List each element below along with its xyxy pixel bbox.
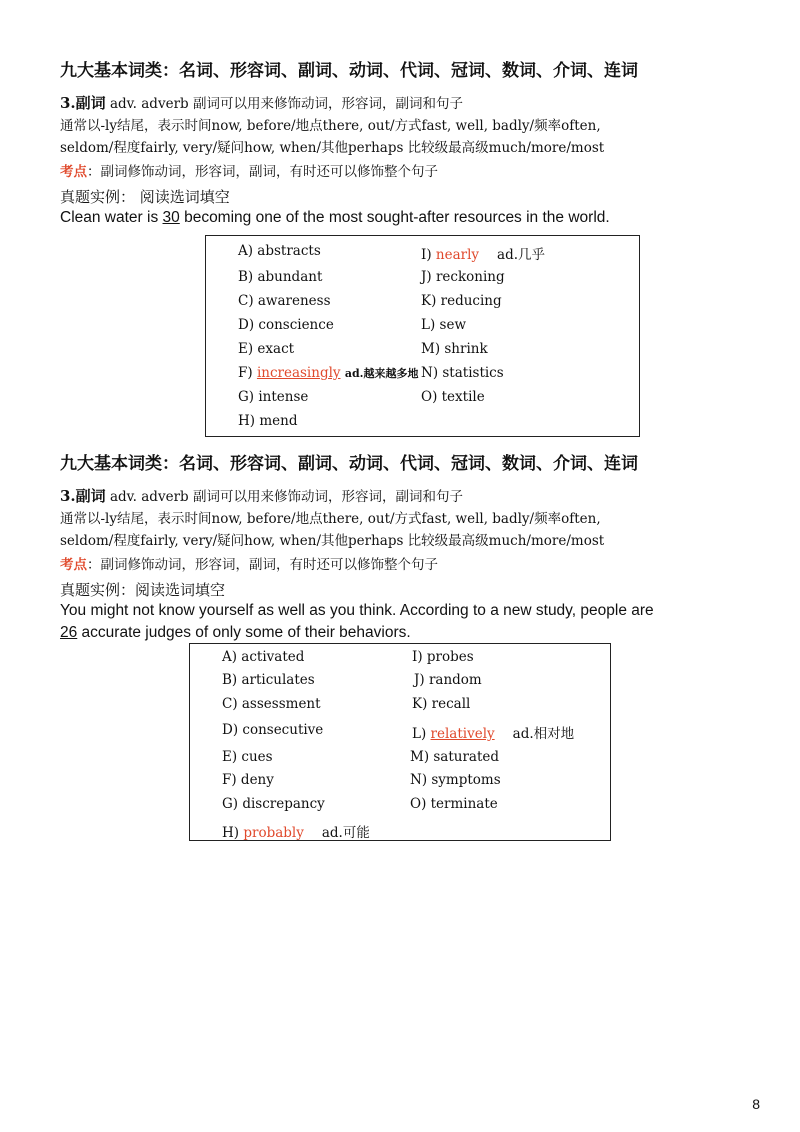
section1-line1: 通常以-ly结尾，表示时间now, before/地点there, out/方式fast, well, badly/频率often,	[60, 118, 601, 134]
option-c: C) assessment	[222, 696, 321, 712]
option-e: E) cues	[222, 749, 273, 765]
option-f-letter: F)	[238, 365, 257, 381]
option-h-word: probably	[243, 825, 304, 841]
section2-subtitle-rest: adv. adverb 副词可以用来修饰动词，形容词，副词和句子	[105, 489, 463, 505]
section2-example-label: 真题实例：阅读选词填空	[60, 581, 226, 599]
option-k: K) reducing	[421, 293, 502, 309]
option-j: J) reckoning	[421, 269, 505, 285]
option-o: O) terminate	[410, 796, 498, 812]
option-b: B) articulates	[222, 672, 315, 688]
section1-options-box	[205, 235, 640, 437]
section2-sentence-after: accurate judges of only some of their behaviors.	[77, 624, 411, 641]
option-n: N) symptoms	[410, 772, 501, 788]
option-a: A) activated	[222, 649, 305, 665]
section2-sentence-line2	[60, 624, 760, 642]
section1-kaodian	[60, 162, 760, 182]
section1-heading: 九大基本词类：名词、形容词、副词、动词、代词、冠词、数词、介词、连词	[60, 61, 638, 81]
section1-subtitle-rest: adv. adverb 副词可以用来修饰动词，形容词，副词和句子	[105, 96, 463, 112]
option-m: M) shrink	[421, 341, 488, 357]
page-number: 8	[752, 1096, 760, 1112]
option-f-note: ad.越来越多地	[344, 367, 419, 380]
section1-example-label: 真题实例： 阅读选词填空	[60, 188, 230, 206]
option-c: C) awareness	[238, 293, 331, 309]
section1-kaodian-label: 考点	[60, 164, 87, 180]
option-d: D) conscience	[238, 317, 334, 333]
section1-sentence-blank: 30	[162, 209, 180, 226]
section2-kaodian	[60, 555, 760, 575]
option-f-word: increasingly	[256, 365, 341, 381]
section1-subtitle-num: 3.副词	[60, 94, 106, 112]
option-h-letter: H)	[222, 825, 244, 841]
option-g: G) intense	[238, 389, 309, 405]
section1-sentence-before: Clean water is	[60, 209, 163, 226]
option-h-note: ad.可能	[321, 825, 370, 841]
section1-subtitle	[60, 93, 760, 114]
option-i-letter: I)	[421, 247, 436, 263]
section1-kaodian-text: ：副词修饰动词，形容词，副词，有时还可以修饰整个句子	[87, 164, 438, 180]
option-i	[421, 243, 545, 263]
section2-heading: 九大基本词类：名词、形容词、副词、动词、代词、冠词、数词、介词、连词	[60, 454, 638, 474]
section1-sentence-after: becoming one of the most sought-after resources in the world.	[179, 209, 610, 226]
section2-line2: seldom/程度fairly, very/疑问how, when/其他perhaps 比较级最高级much/more/most	[60, 533, 605, 549]
option-m: M) saturated	[410, 749, 500, 765]
section2-sentence-line1: You might not know yourself as well as you think. According to a new study, people are	[60, 602, 654, 619]
option-f	[238, 365, 418, 381]
section1-sentence	[60, 209, 760, 227]
section2-options-box	[189, 643, 611, 841]
option-l: L) sew	[421, 317, 466, 333]
section2-line1: 通常以-ly结尾，表示时间now, before/地点there, out/方式fast, well, badly/频率often,	[60, 511, 601, 527]
option-g: G) discrepancy	[222, 796, 325, 812]
section2-kaodian-label: 考点	[60, 557, 87, 573]
option-o: O) textile	[421, 389, 485, 405]
option-l-note: ad.相对地	[512, 726, 575, 742]
section2-subtitle-num: 3.副词	[60, 487, 106, 505]
option-h: H) mend	[238, 413, 298, 429]
option-l-letter: L)	[412, 726, 431, 742]
section1-line2: seldom/程度fairly, very/疑问how, when/其他perhaps 比较级最高级much/more/most	[60, 140, 605, 156]
section2-sentence-blank: 26	[60, 624, 78, 641]
option-l-word: relatively	[430, 726, 495, 742]
option-e: E) exact	[238, 341, 295, 357]
option-a: A) abstracts	[238, 243, 321, 259]
option-h	[222, 821, 370, 841]
option-f: F) deny	[222, 772, 274, 788]
option-b: B) abundant	[238, 269, 323, 285]
option-n: N) statistics	[421, 365, 504, 381]
section2-subtitle	[60, 486, 760, 507]
option-i: I) probes	[412, 649, 474, 665]
option-i-note: ad.几乎	[497, 247, 546, 263]
option-d: D) consecutive	[222, 722, 324, 738]
option-l	[412, 722, 574, 742]
option-k: K) recall	[412, 696, 471, 712]
section2-kaodian-text: ：副词修饰动词，形容词，副词，有时还可以修饰整个句子	[87, 557, 438, 573]
option-i-word: nearly	[435, 247, 480, 263]
option-j: J) random	[414, 672, 482, 688]
